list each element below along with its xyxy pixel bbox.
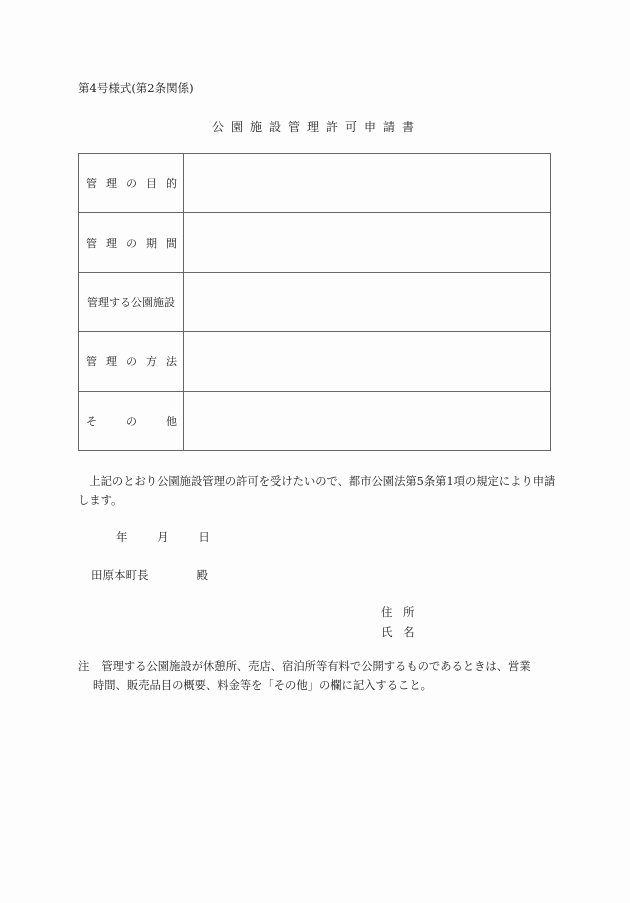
- note-mark: 注: [78, 660, 90, 673]
- label-purpose: 管 理 の 目 的: [86, 177, 177, 191]
- table-row-period: [79, 213, 551, 272]
- document-title: 公園施設管理許可申請書: [212, 120, 422, 134]
- date-line: [116, 529, 236, 545]
- note-line-1: 管理する公園施設が休憩所、売店、宿泊所等有料で公開するものであるときは、営業: [101, 660, 531, 673]
- honorific: 殿: [196, 568, 208, 582]
- month-label: 月: [157, 530, 169, 544]
- field-other[interactable]: [184, 391, 551, 450]
- label-other: そ の 他: [86, 414, 177, 428]
- form-number: 第4号様式(第2条関係): [78, 81, 194, 95]
- field-method[interactable]: [184, 332, 551, 391]
- table-row-purpose: [79, 154, 551, 213]
- application-statement: 上記のとおり公園施設管理の許可を受けたいので、都市公園法第5条第1項の規定により申請します。: [78, 475, 556, 507]
- name-label: 氏 名: [381, 625, 415, 639]
- note: [78, 657, 558, 695]
- addressee-name: 田原本町長: [91, 568, 149, 582]
- label-method: 管 理 の 方 法: [86, 355, 177, 369]
- table-row-method: [79, 332, 551, 391]
- label-period: 管 理 の 期 間: [86, 236, 177, 250]
- field-purpose[interactable]: [184, 154, 551, 213]
- address-label: 住 所: [381, 605, 415, 619]
- day-label: 日: [198, 530, 210, 544]
- field-period[interactable]: [184, 213, 551, 272]
- year-label: 年: [116, 530, 128, 544]
- label-facility: 管理する公園施設: [87, 295, 175, 309]
- table-row-other: [79, 391, 551, 450]
- table-row-facility: [79, 272, 551, 331]
- application-table: [78, 153, 551, 451]
- field-facility[interactable]: [184, 272, 551, 331]
- note-line-2: 時間、販売品目の概要、料金等を「その他」の欄に記入すること。: [93, 679, 432, 692]
- applicant-block: [381, 602, 425, 642]
- addressee: [91, 567, 208, 583]
